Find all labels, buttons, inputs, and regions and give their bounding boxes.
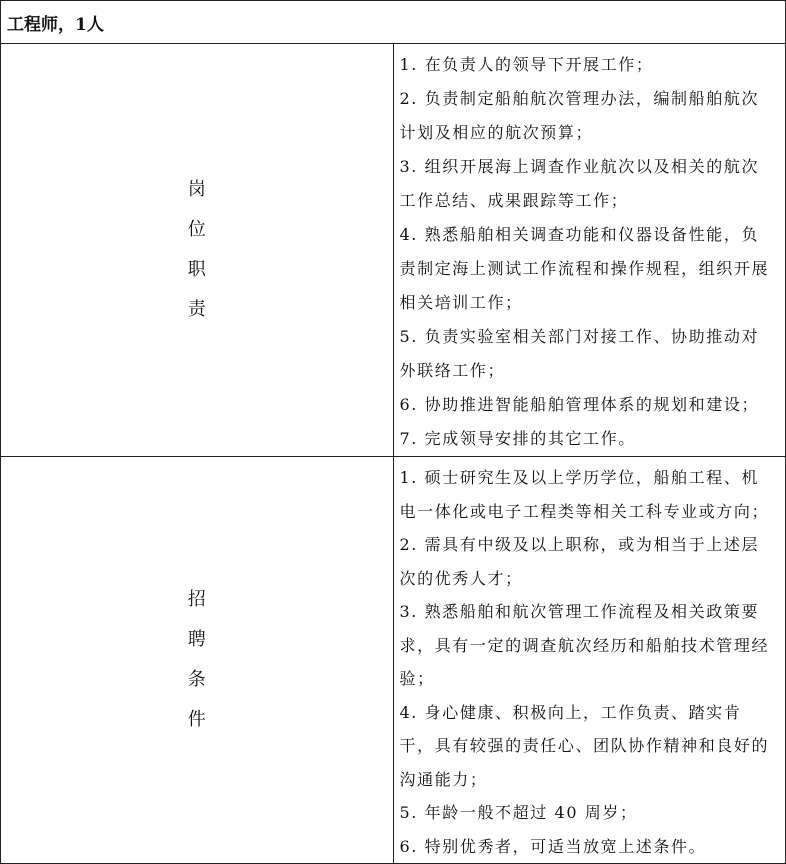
- list-item: 5. 年龄一般不超过 40 周岁；: [399, 803, 638, 822]
- list-item: 4. 熟悉船舶相关调查功能和仪器设备性能，负责制定海上测试工作流程和操作规程，组织开展相关培训工作；: [399, 225, 770, 312]
- list-item: 7. 完成领导安排的其它工作。: [399, 429, 636, 448]
- duties-label-char: 责: [187, 299, 206, 320]
- list-item: 3. 组织开展海上调查作业航次以及相关的航次工作总结、成果跟踪等工作；: [399, 157, 760, 210]
- list-item: 6. 协助推进智能船舶管理体系的规划和建设；: [399, 395, 760, 414]
- requirements-label-char: 条: [187, 669, 206, 690]
- requirements-content: [393, 457, 786, 864]
- list-item: 4. 身心健康、积极向上，工作负责、踏实肯干，具有较强的责任心、团队协作精神和良好的沟通能力；: [399, 702, 770, 789]
- list-item: 1. 硕士研究生及以上学历学位，船舶工程、机电一体化或电子工程类等相关工科专业或方向；: [399, 468, 770, 521]
- list-item: 5. 负责实验室相关部门对接工作、协助推动对外联络工作；: [399, 327, 760, 380]
- requirements-label-char: 招: [187, 589, 206, 610]
- list-item: 6. 特别优秀者，可适当放宽上述条件。: [399, 836, 707, 856]
- list-item: 2. 需具有中级及以上职称，或为相当于上述层次的优秀人才；: [399, 535, 760, 588]
- duties-label-char: 岗: [187, 179, 206, 200]
- requirements-row: [1, 457, 786, 864]
- list-item: 2. 负责制定船舶航次管理办法，编制船舶航次计划及相应的航次预算；: [399, 89, 760, 142]
- requirements-list: [400, 461, 774, 863]
- duties-row: [1, 44, 786, 457]
- duties-label: [1, 44, 394, 457]
- job-title: 工程师，1人: [1, 1, 786, 44]
- duties-label-char: 职: [187, 259, 206, 280]
- requirements-label-char: 聘: [187, 629, 206, 650]
- duties-label-char: 位: [187, 219, 206, 240]
- list-item: 1. 在负责人的领导下开展工作；: [399, 55, 654, 74]
- requirements-label-char: 件: [187, 709, 206, 730]
- duties-content: [393, 44, 786, 457]
- title-row: [1, 1, 786, 44]
- duties-list: [400, 48, 774, 456]
- list-item: 3. 熟悉船舶和航次管理工作流程及相关政策要求，具有一定的调查航次经历和船舶技术管理经验；: [399, 602, 770, 688]
- requirements-label: [1, 457, 394, 864]
